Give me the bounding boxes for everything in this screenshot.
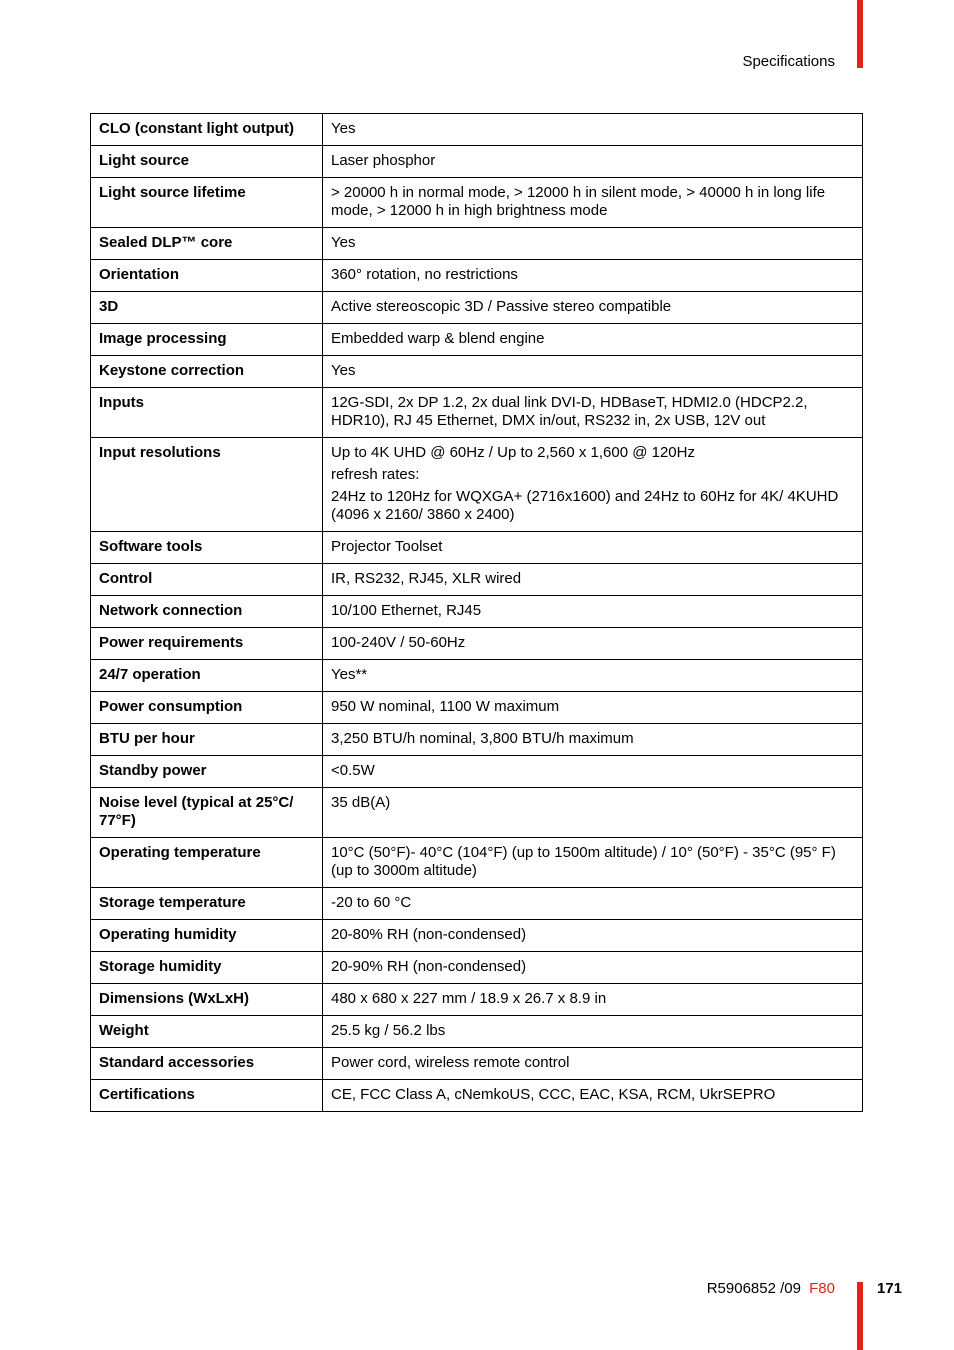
spec-value (323, 756, 863, 788)
spec-value (323, 788, 863, 838)
spec-value-line: > 20000 h in normal mode, > 12000 h in silent mode, > 40000 h in long life mode, > 12000 h in high brightness mode (331, 184, 826, 219)
table-row (91, 356, 863, 388)
spec-label: Storage temperature (91, 888, 323, 920)
spec-value-line: 24Hz to 120Hz for WQXGA+ (2716x1600) and 24Hz to 60Hz for 4K/ 4KUHD (4096 x 2160/ 3860 x 2400) (331, 488, 839, 523)
spec-label: Inputs (91, 388, 323, 438)
spec-value-line: 3,250 BTU/h nominal, 3,800 BTU/h maximum (331, 730, 634, 747)
spec-label: Noise level (typical at 25°C/ 77°F) (91, 788, 323, 838)
table-row (91, 1048, 863, 1080)
spec-value (323, 1048, 863, 1080)
table-row (91, 888, 863, 920)
spec-value (323, 838, 863, 888)
spec-value (323, 146, 863, 178)
spec-value (323, 114, 863, 146)
spec-value-line: Yes (331, 362, 356, 379)
spec-value (323, 564, 863, 596)
spec-value (323, 888, 863, 920)
spec-label: 24/7 operation (91, 660, 323, 692)
spec-value-line: 25.5 kg / 56.2 lbs (331, 1022, 446, 1039)
spec-value-line: 360° rotation, no restrictions (331, 266, 518, 283)
page-number: 171 (877, 1280, 903, 1297)
table-row (91, 564, 863, 596)
spec-label: Standard accessories (91, 1048, 323, 1080)
specifications-table-body (91, 114, 863, 1112)
table-row (91, 260, 863, 292)
spec-value (323, 596, 863, 628)
spec-label: Light source lifetime (91, 178, 323, 228)
table-row (91, 1080, 863, 1112)
spec-label: Network connection (91, 596, 323, 628)
table-row (91, 660, 863, 692)
spec-value-line: CE, FCC Class A, cNemkoUS, CCC, EAC, KSA, RCM, UkrSEPRO (331, 1086, 776, 1103)
spec-value (323, 984, 863, 1016)
spec-label: BTU per hour (91, 724, 323, 756)
table-row (91, 984, 863, 1016)
spec-label: Standby power (91, 756, 323, 788)
spec-value-line: 950 W nominal, 1100 W maximum (331, 698, 560, 715)
spec-label: Input resolutions (91, 438, 323, 532)
table-row (91, 724, 863, 756)
spec-label: Dimensions (WxLxH) (91, 984, 323, 1016)
table-row (91, 178, 863, 228)
spec-value-line: 20-90% RH (non-condensed) (331, 958, 527, 975)
spec-label: CLO (constant light output) (91, 114, 323, 146)
spec-value (323, 178, 863, 228)
document-number: R5906852 /09 (706, 1280, 801, 1297)
spec-value-line: 10°C (50°F)- 40°C (104°F) (up to 1500m altitude) / 10° (50°F) - 35°C (95° F) (up to 3000m altitude) (331, 844, 836, 879)
spec-value-line: Power cord, wireless remote control (331, 1054, 570, 1071)
spec-value-line: 12G-SDI, 2x DP 1.2, 2x dual link DVI-D, HDBaseT, HDMI2.0 (HDCP2.2, HDR10), RJ 45 Ethernet, DMX in/out, RS232 in, 2x USB, 12V out (331, 394, 808, 429)
spec-value-line: IR, RS232, RJ45, XLR wired (331, 570, 522, 587)
spec-value-line: Yes** (331, 666, 368, 683)
table-row (91, 532, 863, 564)
table-row (91, 692, 863, 724)
spec-value-line: 10/100 Ethernet, RJ45 (331, 602, 482, 619)
spec-label: 3D (91, 292, 323, 324)
table-row (91, 952, 863, 984)
spec-label: Storage humidity (91, 952, 323, 984)
spec-value-line: Yes (331, 120, 356, 137)
spec-value (323, 628, 863, 660)
spec-label: Certifications (91, 1080, 323, 1112)
table-row (91, 920, 863, 952)
spec-value-line: Projector Toolset (331, 538, 443, 555)
spec-label: Power requirements (91, 628, 323, 660)
spec-value (323, 438, 863, 532)
spec-value (323, 388, 863, 438)
spec-label: Operating temperature (91, 838, 323, 888)
spec-value-line: 480 x 680 x 227 mm / 18.9 x 26.7 x 8.9 in (331, 990, 607, 1007)
spec-value (323, 952, 863, 984)
footer-document-reference (707, 1280, 835, 1298)
table-row (91, 756, 863, 788)
table-row (91, 114, 863, 146)
spec-value (323, 324, 863, 356)
header-accent-bar (857, 0, 863, 68)
spec-value-line: 100-240V / 50-60Hz (331, 634, 466, 651)
spec-label: Power consumption (91, 692, 323, 724)
table-row (91, 838, 863, 888)
table-row (91, 324, 863, 356)
table-row (91, 228, 863, 260)
spec-value-line: <0.5W (331, 762, 375, 779)
spec-label: Operating humidity (91, 920, 323, 952)
section-title: Specifications (742, 53, 835, 70)
spec-label: Software tools (91, 532, 323, 564)
spec-label: Image processing (91, 324, 323, 356)
spec-value (323, 724, 863, 756)
spec-value (323, 356, 863, 388)
spec-value (323, 532, 863, 564)
spec-value-line: Up to 4K UHD @ 60Hz / Up to 2,560 x 1,600 @ 120Hz (331, 444, 695, 461)
spec-value (323, 292, 863, 324)
specifications-table (90, 113, 863, 1112)
spec-value (323, 1016, 863, 1048)
spec-value-line: -20 to 60 °C (331, 894, 412, 911)
spec-value (323, 1080, 863, 1112)
spec-value-line: Yes (331, 234, 356, 251)
table-row (91, 1016, 863, 1048)
spec-label: Keystone correction (91, 356, 323, 388)
spec-value (323, 920, 863, 952)
table-row (91, 628, 863, 660)
spec-value (323, 660, 863, 692)
spec-label: Light source (91, 146, 323, 178)
table-row (91, 146, 863, 178)
spec-label: Weight (91, 1016, 323, 1048)
table-row (91, 438, 863, 532)
table-row (91, 788, 863, 838)
spec-value-line: 35 dB(A) (331, 794, 391, 811)
footer-accent-bar (857, 1282, 863, 1350)
spec-value-line: Embedded warp & blend engine (331, 330, 545, 347)
table-row (91, 292, 863, 324)
spec-value-line: Laser phosphor (331, 152, 436, 169)
product-name: F80 (809, 1280, 835, 1297)
spec-value-line: 20-80% RH (non-condensed) (331, 926, 527, 943)
table-row (91, 388, 863, 438)
spec-value-line: refresh rates: (331, 466, 420, 483)
spec-value (323, 692, 863, 724)
spec-label: Orientation (91, 260, 323, 292)
spec-value-line: Active stereoscopic 3D / Passive stereo compatible (331, 298, 672, 315)
spec-label: Control (91, 564, 323, 596)
spec-value (323, 228, 863, 260)
table-row (91, 596, 863, 628)
spec-label: Sealed DLP™ core (91, 228, 323, 260)
spec-value (323, 260, 863, 292)
